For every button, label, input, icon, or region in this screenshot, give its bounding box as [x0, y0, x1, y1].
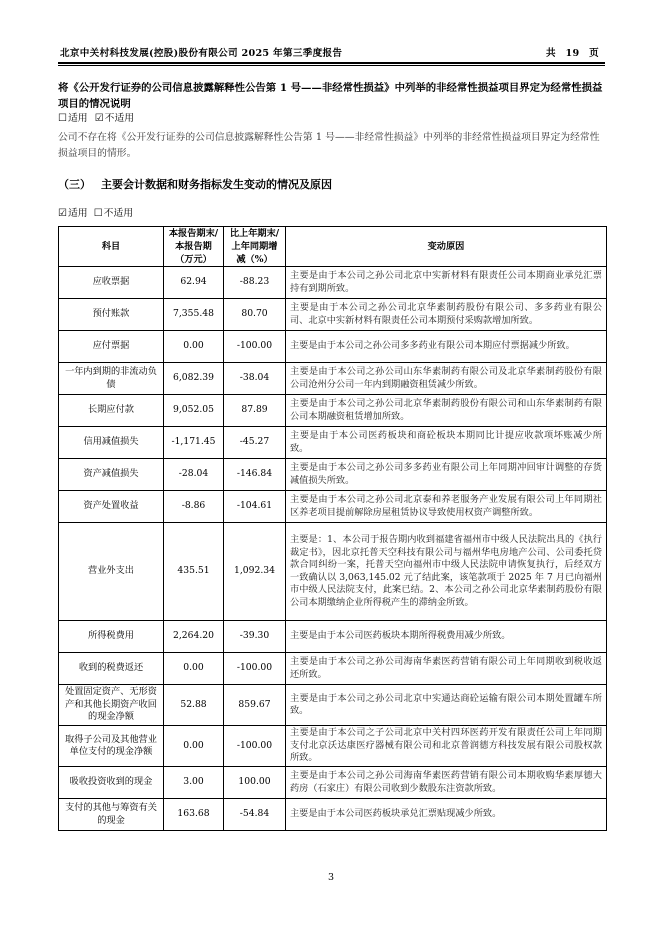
cell-item: 吸收投资收到的现金 — [59, 767, 164, 799]
cell-change: 1,092.34 — [224, 523, 286, 621]
cell-change: -100.00 — [224, 331, 286, 363]
cell-item: 处置固定资产、无形资产和其他长期资产收回的现金净额 — [59, 685, 164, 726]
checkbox-not-applicable-icon: ☑ — [94, 113, 104, 124]
cell-change: -39.30 — [224, 621, 286, 653]
table-row — [59, 621, 607, 653]
cell-reason: 主要是由于本公司之孙公司山东华素制药有限公司及北京华素制药股份有限公司沧州分公司一年内到期融资租赁减少所致。 — [286, 363, 607, 395]
checkbox-applicable-icon: ☑ — [58, 208, 67, 219]
cell-item: 收到的税费返还 — [59, 653, 164, 685]
cell-reason: 主要是由于本公司之孙公司多多药业有限公司上年同期冲回审计调整的存货减值损失所致。 — [286, 459, 607, 491]
section-heading — [58, 176, 332, 192]
cell-change: 100.00 — [224, 767, 286, 799]
cell-change: -146.84 — [224, 459, 286, 491]
section-title: 主要会计数据和财务指标发生变动的情况及原因 — [101, 178, 332, 191]
page-total: 共 19 页 — [545, 48, 599, 59]
table-row — [59, 363, 607, 395]
cell-reason: 主要是由于本公司之孙公司北京泰和养老服务产业发展有限公司上年同期社区养老项目提前解除房屋租赁协议导致使用权资产调整所致。 — [286, 491, 607, 523]
header-rule-thick — [58, 62, 605, 64]
header-rule-thin — [58, 65, 605, 66]
report-title: 北京中关村科技发展(控股)股份有限公司 2025 年第三季度报告 — [60, 48, 343, 59]
cell-item: 资产处置收益 — [59, 491, 164, 523]
cell-item: 应收票据 — [59, 267, 164, 299]
cell-item: 资产减值损失 — [59, 459, 164, 491]
page-number: 3 — [327, 872, 335, 883]
cell-current: 435.51 — [164, 523, 224, 621]
col-header-reason: 变动原因 — [286, 227, 607, 267]
cell-item: 信用减值损失 — [59, 427, 164, 459]
cell-change: 80.70 — [224, 299, 286, 331]
cell-change: -100.00 — [224, 653, 286, 685]
cell-change: 87.89 — [224, 395, 286, 427]
cell-reason: 主要是由于本公司之子公司北京中关村四环医药开发有限责任公司上年同期支付北京沃达康医疗器械有限公司和北京普润德方科技发展有限公司股权款所致。 — [286, 726, 607, 767]
col-header-current: 本报告期末/本报告期（万元） — [164, 227, 224, 267]
col-header-item: 科目 — [59, 227, 164, 267]
table-row — [59, 395, 607, 427]
nonrecurring-statement: 公司不存在将《公开发行证券的公司信息披露解释性公告第 1 号——非经常性损益》中列举的非经常性损益项目界定为经常性损益项目的情形。 — [58, 132, 600, 159]
cell-item: 支付的其他与筹资有关的现金 — [59, 799, 164, 831]
cell-item: 预付账款 — [59, 299, 164, 331]
cell-reason: 主要是由于本公司之孙公司北京中实新材料有限责任公司本期商业承兑汇票持有到期所致。 — [286, 267, 607, 299]
cell-change: -100.00 — [224, 726, 286, 767]
cell-current: 9,052.05 — [164, 395, 224, 427]
table-row — [59, 331, 607, 363]
cell-reason: 主要是由于本公司医药板块和商砼板块本期同比计提应收款项坏账减少所致。 — [286, 427, 607, 459]
checkbox-not-applicable-icon: ☐ — [93, 208, 103, 219]
cell-change: -104.61 — [224, 491, 286, 523]
table-row — [59, 491, 607, 523]
cell-current: -28.04 — [164, 459, 224, 491]
cell-current: 163.68 — [164, 799, 224, 831]
cell-reason: 主要是由于本公司之孙公司海南华素医药营销有限公司上年同期收到税收返还所致。 — [286, 653, 607, 685]
cell-current: 0.00 — [164, 653, 224, 685]
section-options — [58, 207, 133, 221]
table-row — [59, 267, 607, 299]
table-row — [59, 299, 607, 331]
table-row — [59, 427, 607, 459]
cell-current: 2,264.20 — [164, 621, 224, 653]
section-number: （三） — [58, 178, 91, 191]
cell-reason: 主要是由于本公司之孙公司北京华素制药股份有限公司、多多药业有限公司、北京中实新材料有限责任公司本期预付采购款增加所致。 — [286, 299, 607, 331]
cell-item: 应付票据 — [59, 331, 164, 363]
cell-item: 所得税费用 — [59, 621, 164, 653]
option-not-applicable-label: 不适用 — [103, 208, 134, 219]
cell-current: 7,355.48 — [164, 299, 224, 331]
cell-current: 6,082.39 — [164, 363, 224, 395]
table-row — [59, 653, 607, 685]
option-applicable-label: 适用 — [67, 113, 88, 124]
cell-reason: 主要是由于本公司之孙公司北京中实通达商砼运输有限公司本期处置罐车所致。 — [286, 685, 607, 726]
cell-reason: 主要是由于本公司之孙公司多多药业有限公司本期应付票据减少所致。 — [286, 331, 607, 363]
cell-reason: 主要是：1、本公司于报告期内收到福建省福州市中级人民法院出具的《执行裁定书》，因北京托普天空科技有限公司与福州华电房地产公司、公司委托贷款合同纠纷一案，托普天空向福州市中级人民法院申请恢复执行，后经双方一致确认以 3,063,145.02 元了结此案，该笔款项于 2025 年 7 月已向福州市中级人民法院支付，此案已结。2、本公司之孙公司北京华素制药股份有限公司本期缴纳企业所得税产生的滞纳金所致。 — [286, 523, 607, 621]
cell-reason: 主要是由于本公司医药板块承兑汇票贴现减少所致。 — [286, 799, 607, 831]
cell-item: 营业外支出 — [59, 523, 164, 621]
change-table — [58, 226, 607, 831]
cell-current: 52.88 — [164, 685, 224, 726]
table-row — [59, 685, 607, 726]
cell-item: 一年内到期的非流动负债 — [59, 363, 164, 395]
cell-current: 62.94 — [164, 267, 224, 299]
cell-item: 取得子公司及其他营业单位支付的现金净额 — [59, 726, 164, 767]
table-row — [59, 726, 607, 767]
col-header-change: 比上年期末/上年同期增减（%） — [224, 227, 286, 267]
nonrecurring-heading: 将《公开发行证券的公司信息披露解释性公告第 1 号——非经常性损益》中列举的非经常性损益项目界定为经常性损益项目的情况说明 — [58, 82, 603, 110]
cell-current: -8.86 — [164, 491, 224, 523]
table-row — [59, 459, 607, 491]
table-row — [59, 799, 607, 831]
option-applicable-label: 适用 — [67, 208, 88, 219]
table-row — [59, 523, 607, 621]
cell-change: -38.04 — [224, 363, 286, 395]
cell-current: -1,171.45 — [164, 427, 224, 459]
cell-reason: 主要是由于本公司医药板块本期所得税费用减少所致。 — [286, 621, 607, 653]
cell-current: 0.00 — [164, 726, 224, 767]
cell-current: 0.00 — [164, 331, 224, 363]
cell-change: -88.23 — [224, 267, 286, 299]
table-row — [59, 767, 607, 799]
cell-item: 长期应付款 — [59, 395, 164, 427]
cell-reason: 主要是由于本公司之孙公司北京华素制药股份有限公司和山东华素制药有限公司本期融资租赁增加所致。 — [286, 395, 607, 427]
option-not-applicable-label: 不适用 — [104, 113, 135, 124]
cell-reason: 主要是由于本公司之孙公司海南华素医药营销有限公司本期收购华素厚德大药房（石家庄）有限公司收到少数股东注资款所致。 — [286, 767, 607, 799]
nonrecurring-options — [58, 112, 134, 126]
cell-change: -45.27 — [224, 427, 286, 459]
cell-current: 3.00 — [164, 767, 224, 799]
checkbox-applicable-icon: ☐ — [58, 113, 67, 124]
cell-change: 859.67 — [224, 685, 286, 726]
cell-change: -54.84 — [224, 799, 286, 831]
page-header — [58, 42, 605, 62]
